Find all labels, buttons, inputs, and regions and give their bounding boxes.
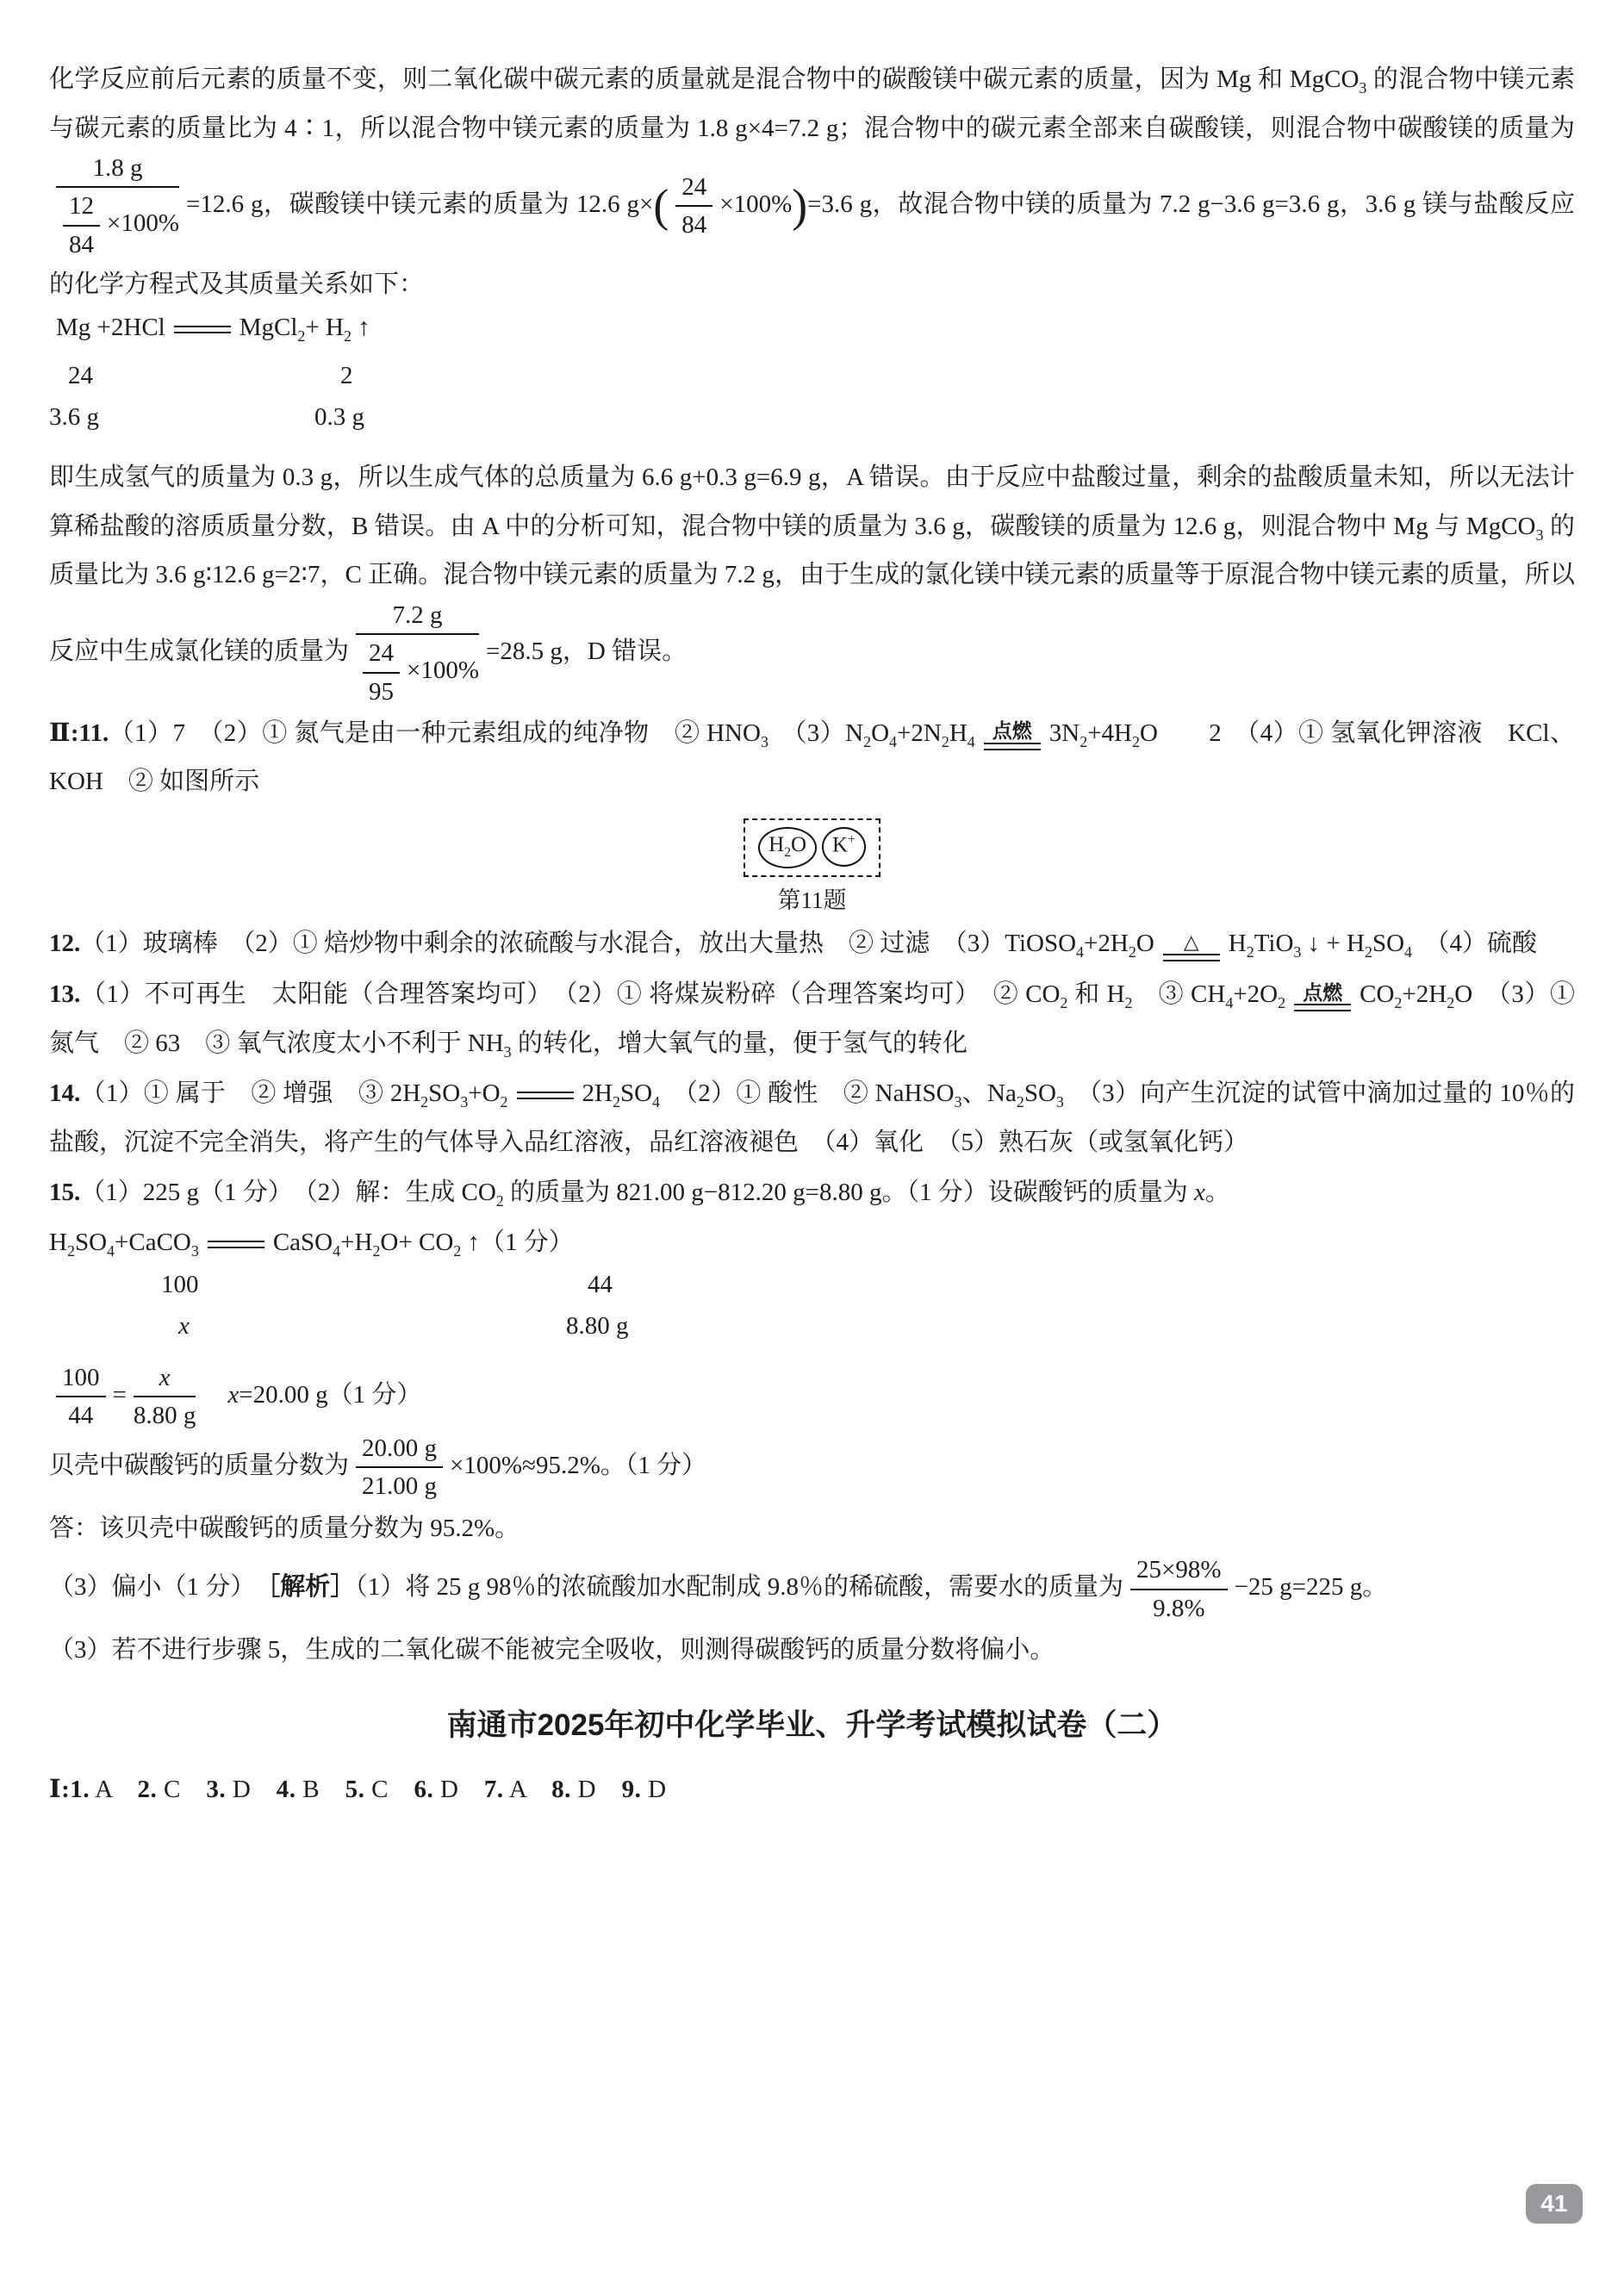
stoich-item: Mg +2HCl MgCl$_2$+ $H_2$ ↑ (56, 314, 370, 345)
stoich-item: 100 (161, 1270, 199, 1298)
stoich-item: 0.3 g (314, 403, 364, 432)
stoich-row (49, 403, 1575, 445)
reaction-condition: 点燃 (992, 719, 1032, 743)
stoich-row (49, 1271, 1575, 1312)
stoich-item: 24 (68, 362, 93, 390)
particle-oval: $H_2O$ (758, 827, 817, 868)
fraction: $\frac{24}{84}$ (675, 171, 712, 241)
figure-caption: 第11题 (777, 887, 847, 914)
fraction: $\frac{24}{95}$ (363, 638, 400, 707)
stoich-item: $H_2SO_4+CaCO_3$ $CaSO_4+H_2O+ CO_2$ ↑（1 分） (49, 1228, 574, 1260)
figure-q11 (49, 818, 1575, 917)
document-content (49, 53, 1575, 1816)
analysis-line: （3）偏小（1 分） ［解析］（1）将 25 g 98％的浓硫酸加水配制成 9.8％的稀硫酸，需要水的质量为 $\frac{25\times 98\%}{9.8\%}$ −25 g=225 g。 (49, 1554, 1575, 1624)
reaction-equals (174, 326, 231, 333)
answer-12: 12.（1）玻璃棒 （2）① 焙炒物中剩余的浓硫酸与水混合，放出大量热 ② 过滤 $(3)TiOSO_4+2H_2O$ △ $H_2TiO_3$ ↓ + $H_2SO_4$ （4）硫酸 (49, 930, 1538, 961)
stoich-item: x (178, 1311, 190, 1340)
answer-15: 15.（1）225 g（1 分） （2）解：生成 $CO_2$ 的质量为 821.00 g−812.20 g=8.80 g。（1 分）设碳酸钙的质量为 x。 (49, 1179, 1230, 1210)
reaction-condition: △ (1183, 930, 1199, 954)
answer-13: 13.（1）不可再生 太阳能（合理答案均可） （2）① 将煤炭粉碎（合理答案均可） ② $CO_2$ 和 $H_2$ ③ $CH_4+2O_2$ 点燃 $CO_2+2H_2O$ （3）① 氮气 ② 63 ③ 氧气浓度太小不利于 $NH_3$ 的转化，增大氧气的量，便于氢气的转化 (49, 980, 1575, 1061)
page-number-badge: 41 (1526, 2184, 1583, 2224)
reaction-equals (208, 1241, 264, 1248)
answers-mc: Ⅰ:1. A 2. C 3. D 4. B 5. C 6. D 7. A 8. D 9. D (49, 1776, 667, 1804)
stoich-item: 44 (588, 1270, 613, 1298)
particle-oval: K+ (822, 827, 866, 867)
equation-h2so4-caco3 (49, 1222, 1575, 1353)
reaction-equals (517, 1092, 574, 1099)
fraction: $\frac{12}{84}$ (63, 190, 100, 260)
fraction: 7.2 g $\frac{24}{95}$ ×100% (356, 600, 479, 707)
stoich-row (49, 362, 1575, 403)
ion-diagram-box (744, 818, 880, 877)
fraction: $\frac{100}{44}$ (56, 1362, 106, 1432)
exam-title: 南通市2025年初中化学毕业、升学考试模拟试卷（二） (446, 1708, 1178, 1743)
reaction-condition: 点燃 (1303, 980, 1343, 1004)
fraction: $\frac{25\times 98\%}{9.8\%}$ (1130, 1554, 1228, 1624)
answer-statement: 答：该贝壳中碳酸钙的质量分数为 95.2%。 (49, 1514, 520, 1542)
reaction-equals (1294, 981, 1351, 1011)
fraction: $\frac{x}{8.80 g}$ (133, 1363, 196, 1429)
mass-fraction-line: 贝壳中碳酸钙的质量分数为 $\frac{20.00 g}{21.00 g}$ ×100%≈95.2%。（1 分） (49, 1433, 1575, 1502)
stoich-row (49, 1312, 1575, 1353)
fraction: $\frac{20.00 g}{21.00 g}$ (356, 1433, 443, 1502)
fraction: 1.8 g $\frac{12}{84}$ ×100% (56, 152, 179, 260)
analysis-line-2: （3）若不进行步骤 5，生成的二氧化碳不能被完全吸收，则测得碳酸钙的质量分数将偏小。 (49, 1635, 1055, 1664)
stoich-row (49, 1222, 1575, 1271)
answer-11: Ⅱ:11.（1）7 （2）① 氮气是由一种元素组成的纯净物 ② $HNO_3$ $(3)N_2O_4+2N_2H_4$ 点燃 $3N_2+4H_2O$ 2 （4）① 氢氧化钾溶液 KCl、KOH ② 如图所示 (49, 719, 1575, 796)
proportion-line: $\frac{100}{44}$ = $\frac{x}{8.80 g}$ x=20.00 g（1 分） (49, 1362, 1575, 1432)
explanation-continued: 即生成氢气的质量为 0.3 g，所以生成气体的总质量为 6.6 g+0.3 g=6.9 g，A 错误。由于反应中盐酸过量，剩余的盐酸质量未知，所以无法计算稀盐酸的溶质质量分数，B 错误。由 A 中的分析可知，混合物中镁的质量为 3.6 g，碳酸镁的质量为 12.6 g，则混合物中 Mg 与 MgCO$_3$ 的质量比为 3.6 g∶12.6 g=2∶7，C 正确。混合物中镁元素的质量为 7.2 g，由于生成的氯化镁中镁元素的质量等于原混合物中镁元素的质量，所以反应中生成氯化镁的质量为 7.2 g $\frac{24}{95}$ ×100% =28.5 g，D 错误。 (49, 453, 1575, 706)
stoich-item: 2 (340, 362, 353, 390)
stoich-item: 3.6 g (49, 403, 99, 432)
stoich-item: 8.80 g (566, 1311, 629, 1340)
reaction-equals (984, 719, 1041, 750)
answer-14: 14.（1）① 属于 ② 增强 ③ $2H_2SO_3+O_2$ $2H_2SO_4$ （2）① 酸性 ② NaHSO$_3$、$Na_2SO_3$ （3）向产生沉淀的试管中滴加过量的 10％的盐酸，沉淀不完全消失，将产生的气体导入品红溶液，品红溶液褪色 （4）氧化 （5）熟石灰（或氢氧化钙） (49, 1079, 1575, 1156)
explanation-paragraph-10: 化学反应前后元素的质量不变，则二氧化碳中碳元素的质量就是混合物中的碳酸镁中碳元素的质量，因为 Mg 和 MgCO$_3$ 的混合物中镁元素与碳元素的质量比为 4∶1，所以混合物中镁元素的质量为 1.8 g×4=7.2 g；混合物中的碳元素全部来自碳酸镁，则混合物中碳酸镁的质量为 1.8 g $\frac{12}{84}$ ×100% =12.6 g，碳酸镁中镁元素的质量为 12.6 g×( $\frac{24}{84}$ ×100%)=3.6 g，故混合物中镁的质量为 7.2 g−3.6 g=3.6 g，3.6 g 镁与盐酸反应的化学方程式及其质量关系如下： (49, 65, 1575, 298)
equation-mg-hcl (49, 314, 1575, 445)
reaction-equals (1163, 930, 1220, 961)
stoich-row (49, 314, 1575, 362)
